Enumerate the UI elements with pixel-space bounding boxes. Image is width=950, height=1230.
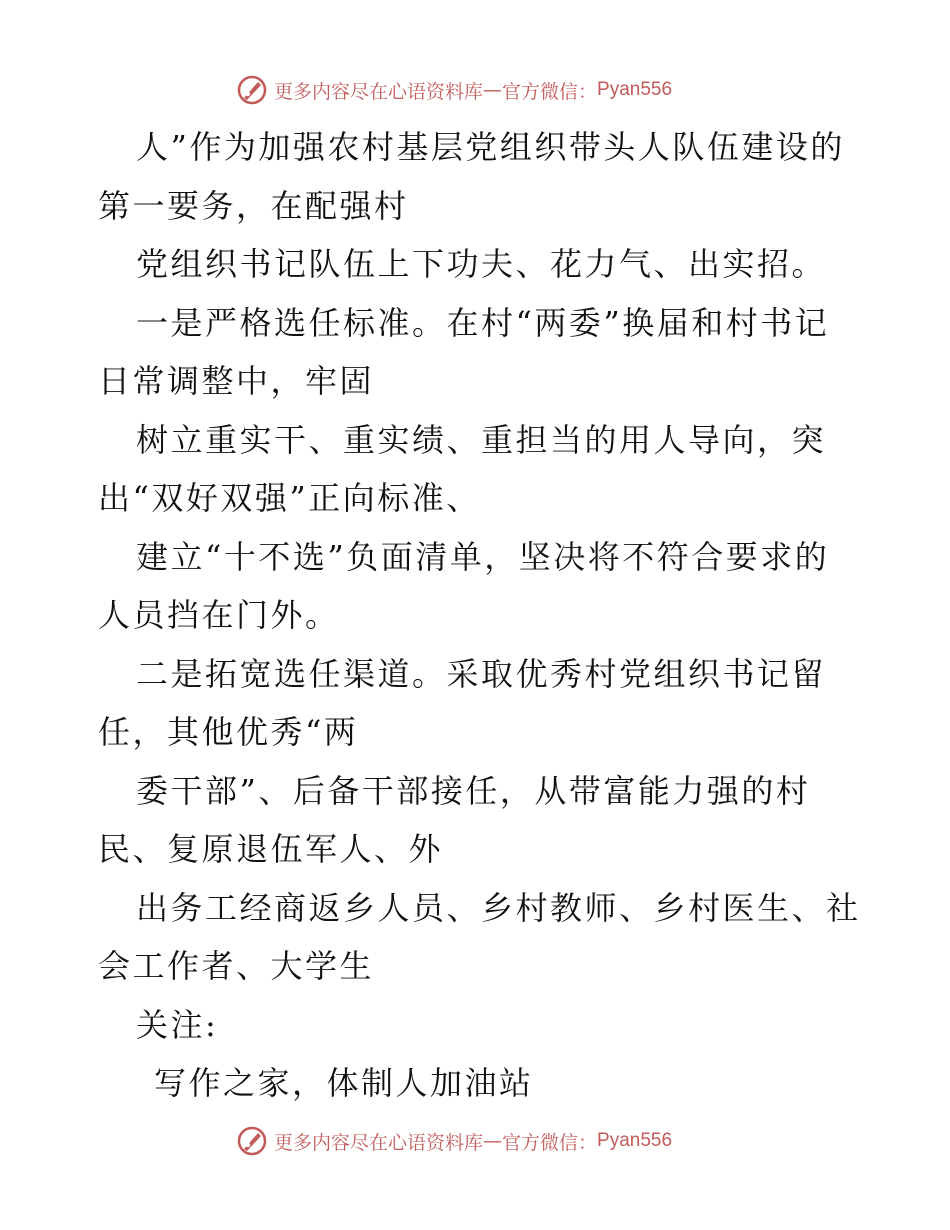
- watermark-handle: Pyan556: [597, 1130, 673, 1151]
- footer-watermark: [236, 1124, 672, 1158]
- text-line: 人员挡在门外。: [98, 596, 340, 634]
- text-line: 日常调整中，牢固: [98, 362, 375, 400]
- quill-seal-icon: [236, 74, 268, 106]
- text-line: 会工作者、大学生: [98, 947, 375, 985]
- watermark-official-text: 官方微信：: [502, 80, 598, 103]
- quill-seal-icon: [236, 1125, 268, 1157]
- follow-account-text: 写作之家，体制人加油站: [154, 1064, 534, 1102]
- follow-label: 关注:: [136, 1005, 219, 1044]
- text-line: 二是拓宽选任渠道。采取优秀村党组织书记留: [136, 654, 827, 693]
- text-line: 民、复原退伍军人、外: [98, 830, 444, 868]
- watermark-site-text: 更多内容尽在心语资料库: [274, 1131, 484, 1154]
- text-line: 人”作为加强农村基层党组织带头人队伍建设的: [136, 128, 845, 166]
- text-line: 树立重实干、重实绩、重担当的用人导向，突: [136, 420, 827, 459]
- text-line: 任，其他优秀“两: [98, 713, 359, 751]
- header-watermark: [236, 73, 672, 107]
- watermark-dash: —: [483, 1130, 503, 1152]
- watermark-dash: —: [483, 79, 503, 101]
- text-line: 一是严格选任标准。在村“两委”换届和村书记: [136, 303, 830, 342]
- text-line: 党组织书记队伍上下功夫、花力气、出实招。: [136, 245, 827, 283]
- watermark-handle: Pyan556: [597, 79, 673, 100]
- text-line: 出“双好双强”正向标准、: [98, 479, 481, 517]
- document-body: [98, 118, 868, 1113]
- watermark-official-text: 官方微信：: [502, 1131, 598, 1154]
- text-line: 第一要务，在配强村: [98, 186, 409, 225]
- text-line: 出务工经商返乡人员、乡村教师、乡村医生、社: [136, 888, 861, 927]
- text-line: 委干部”、后备干部接任，从带富能力强的村: [136, 771, 811, 810]
- text-line: 建立“十不选”负面清单，坚决将不符合要求的: [136, 537, 830, 576]
- watermark-site-text: 更多内容尽在心语资料库: [274, 80, 484, 103]
